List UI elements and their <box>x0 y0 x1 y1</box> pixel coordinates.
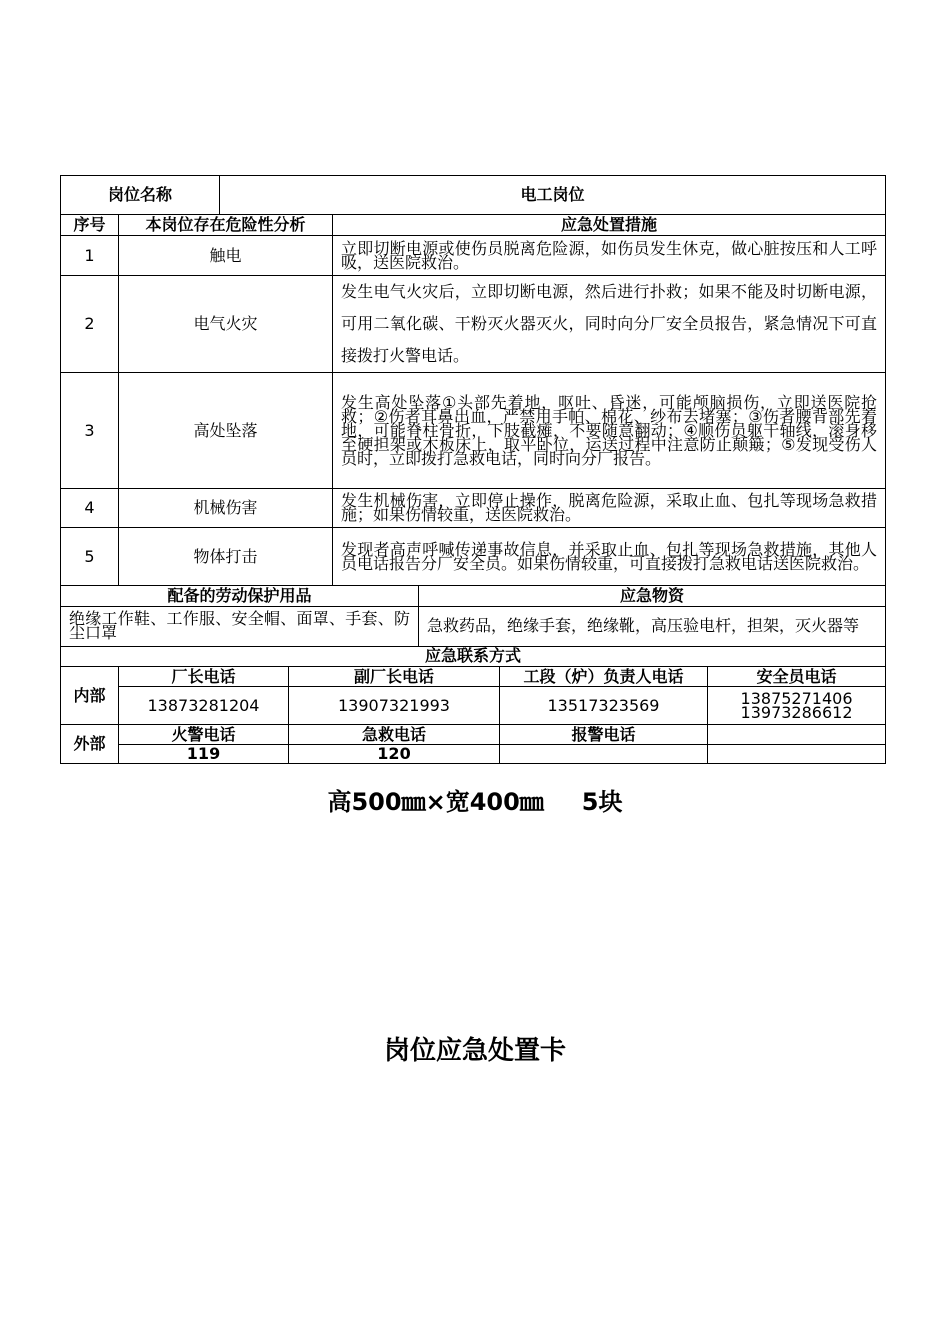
supplies-value-row <box>61 606 886 646</box>
safety-officer-phones <box>708 687 886 725</box>
internal-label: 内部 <box>61 667 119 725</box>
card-dimensions: 高500㎜×宽400㎜ <box>327 788 544 816</box>
blank-value-cell <box>708 745 886 764</box>
hazard-table <box>60 175 886 586</box>
external-header-row <box>61 725 886 745</box>
section-leader-phone: 13517323569 <box>500 687 708 725</box>
internal-header-row <box>61 667 886 687</box>
table-row <box>61 276 886 373</box>
row-measure: 发生机械伤害，立即停止操作，脱离危险源，采取止血、包扎等现场急救措施；如果伤情较重，送医院救治。 <box>333 489 886 528</box>
col-measures-header: 应急处置措施 <box>333 215 886 236</box>
table-row <box>61 236 886 276</box>
column-header-row <box>61 215 886 236</box>
safety-officer-phone: 13973286612 <box>740 702 853 722</box>
row-hazard: 电气火灾 <box>119 276 333 373</box>
supplies-header-row <box>61 586 886 606</box>
row-measure: 发生电气火灾后，立即切断电源，然后进行扑救；如果不能及时切断电源，可用二氧化碳、干粉灭火器灭火，同时向分厂安全员报告，紧急情况下可直接拨打火警电话。 <box>333 276 886 373</box>
director-phone: 13873281204 <box>119 687 289 725</box>
deputy-director-phone: 13907321993 <box>289 687 500 725</box>
row-measure: 立即切断电源或使伤员脱离危险源，如伤员发生休克，做心脏按压和人工呼吸，送医院救治。 <box>333 236 886 276</box>
external-label: 外部 <box>61 725 119 764</box>
post-name-label: 岗位名称 <box>61 176 220 215</box>
ppe-label: 配备的劳动保护用品 <box>61 586 419 606</box>
row-measure: 发现者高声呼喊传递事故信息，并采取止血、包扎等现场急救措施，其他人员电话报告分厂安全员。如果伤情较重，可直接拨打急救电话送医院救治。 <box>333 528 886 586</box>
internal-value-row <box>61 687 886 725</box>
table-row <box>61 528 886 586</box>
materials-label: 应急物资 <box>419 586 886 606</box>
contacts-title-row <box>61 647 886 667</box>
contacts-title: 应急联系方式 <box>61 647 886 667</box>
header-row <box>61 176 886 215</box>
safety-officer-phone: 13875271406 <box>740 688 853 708</box>
safety-officer-phone-label: 安全员电话 <box>708 667 886 687</box>
police-phone <box>500 745 708 764</box>
ambulance-phone-label: 急救电话 <box>289 725 500 745</box>
col-no-header: 序号 <box>61 215 119 236</box>
director-phone-label: 厂长电话 <box>119 667 289 687</box>
fire-phone-label: 火警电话 <box>119 725 289 745</box>
emergency-card <box>60 175 885 764</box>
blank-header-cell <box>708 725 886 745</box>
row-hazard: 物体打击 <box>119 528 333 586</box>
row-hazard: 高处坠落 <box>119 373 333 489</box>
row-hazard: 触电 <box>119 236 333 276</box>
card-quantity: 5块 <box>581 788 623 816</box>
row-hazard: 机械伤害 <box>119 489 333 528</box>
external-value-row <box>61 745 886 764</box>
card-size-note <box>0 782 950 817</box>
contacts-table <box>60 647 886 765</box>
supplies-table <box>60 586 886 647</box>
row-no: 4 <box>61 489 119 528</box>
ppe-value: 绝缘工作鞋、工作服、安全帽、面罩、手套、防尘口罩 <box>61 606 419 646</box>
row-no: 5 <box>61 528 119 586</box>
row-no: 3 <box>61 373 119 489</box>
row-measure: 发生高处坠落①头部先着地，呕吐、昏迷，可能颅脑损伤，立即送医院抢救；②伤者耳鼻出血，严禁用手帕、棉花、纱布去堵塞；③伤者腰背部先着地，可能脊柱骨折，下肢截瘫，不要随意翻动；④顺伤员躯干轴线，滚身移至硬担架或木板床上，取平卧位，运送过程中注意防止颠簸；⑤发现受伤人员时，立即拨打急救电话，同时向分厂报告。 <box>333 373 886 489</box>
table-row <box>61 489 886 528</box>
fire-phone: 119 <box>119 745 289 764</box>
col-hazard-header: 本岗位存在危险性分析 <box>119 215 333 236</box>
row-no: 2 <box>61 276 119 373</box>
row-no: 1 <box>61 236 119 276</box>
police-phone-label: 报警电话 <box>500 725 708 745</box>
materials-value: 急救药品，绝缘手套，绝缘靴，高压验电杆，担架，灭火器等 <box>419 606 886 646</box>
section-leader-phone-label: 工段（炉）负责人电话 <box>500 667 708 687</box>
post-name-value: 电工岗位 <box>220 176 886 215</box>
ambulance-phone: 120 <box>289 745 500 764</box>
page-title: 岗位应急处置卡 <box>383 1036 566 1066</box>
deputy-director-phone-label: 副厂长电话 <box>289 667 500 687</box>
table-row <box>61 373 886 489</box>
